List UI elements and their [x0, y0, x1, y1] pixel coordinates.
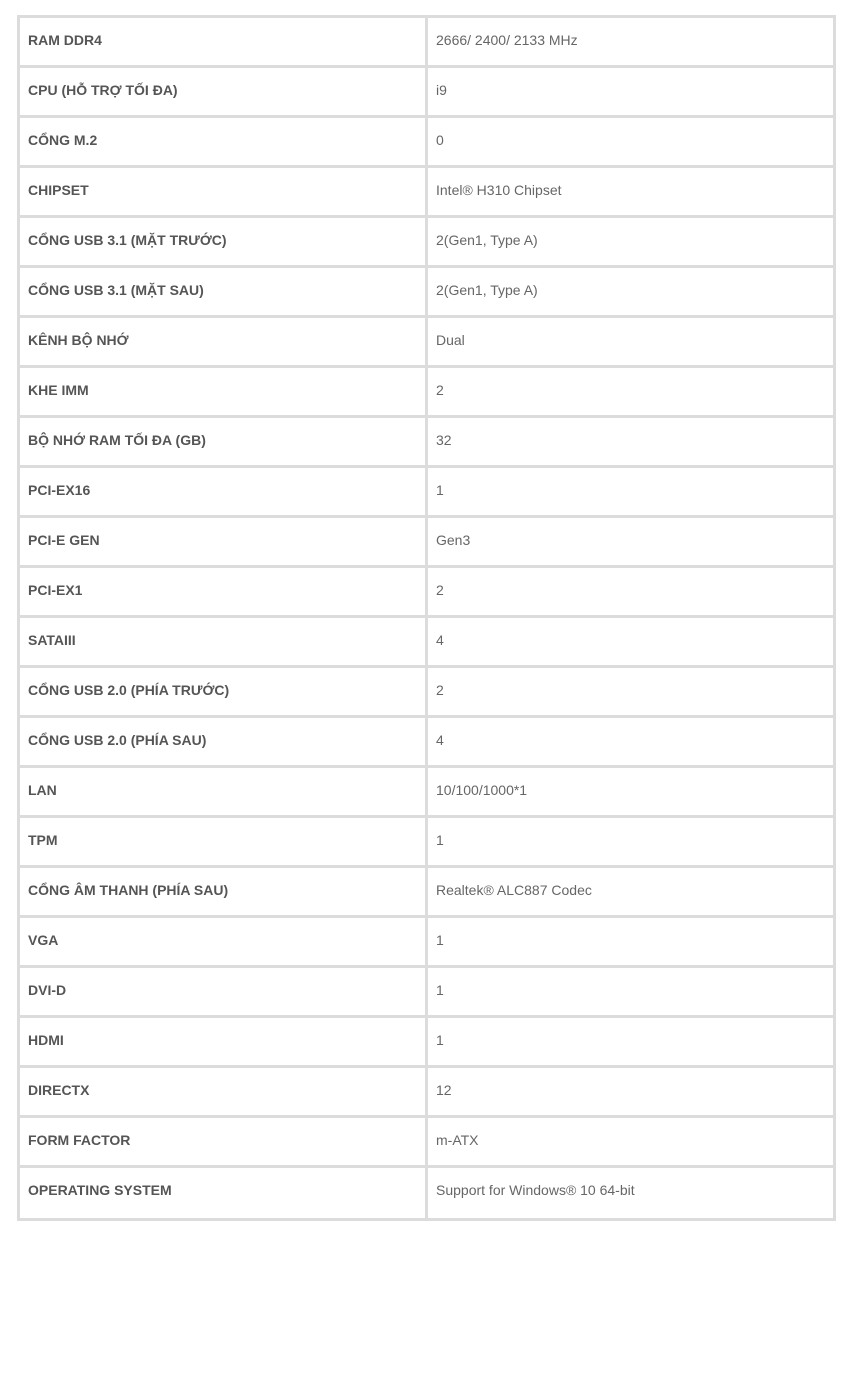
spec-label: PCI-E GEN: [28, 532, 100, 548]
spec-value: i9: [436, 82, 447, 98]
spec-label: OPERATING SYSTEM: [28, 1182, 172, 1198]
table-row: [20, 568, 833, 618]
spec-value: Support for Windows® 10 64-bit: [436, 1182, 635, 1198]
spec-value: 4: [436, 632, 444, 648]
table-row: [20, 618, 833, 668]
spec-label-cell: [20, 418, 428, 468]
spec-value: 0: [436, 132, 444, 148]
spec-label: VGA: [28, 932, 59, 948]
spec-label: FORM FACTOR: [28, 1132, 131, 1148]
table-row: [20, 518, 833, 568]
spec-label-cell: [20, 618, 428, 668]
spec-label: TPM: [28, 832, 58, 848]
table-row: [20, 218, 833, 268]
spec-value-cell: [428, 918, 833, 968]
table-row: [20, 1118, 833, 1168]
spec-value: 2: [436, 682, 444, 698]
spec-value-cell: [428, 618, 833, 668]
spec-label-cell: [20, 718, 428, 768]
spec-label: CỔNG USB 2.0 (PHÍA TRƯỚC): [28, 682, 230, 698]
spec-value: Dual: [436, 332, 465, 348]
spec-label-cell: [20, 318, 428, 368]
spec-label: KÊNH BỘ NHỚ: [28, 332, 129, 348]
table-row: [20, 768, 833, 818]
spec-value: 12: [436, 1082, 452, 1098]
spec-label: BỘ NHỚ RAM TỐI ĐA (GB): [28, 432, 206, 448]
spec-label-cell: [20, 818, 428, 868]
spec-label-cell: [20, 18, 428, 68]
table-row: [20, 918, 833, 968]
table-row: [20, 318, 833, 368]
spec-value: 1: [436, 832, 444, 848]
spec-value: Intel® H310 Chipset: [436, 182, 562, 198]
spec-value: 2(Gen1, Type A): [436, 282, 538, 298]
spec-label-cell: [20, 868, 428, 918]
table-row: [20, 1018, 833, 1068]
spec-label-cell: [20, 918, 428, 968]
spec-value: Realtek® ALC887 Codec: [436, 882, 592, 898]
table-row: [20, 168, 833, 218]
spec-value-cell: [428, 418, 833, 468]
spec-value: 2: [436, 582, 444, 598]
spec-label-cell: [20, 1068, 428, 1118]
spec-value-cell: [428, 68, 833, 118]
spec-label-cell: [20, 68, 428, 118]
spec-value-cell: [428, 518, 833, 568]
spec-label-cell: [20, 468, 428, 518]
spec-label-cell: [20, 1168, 428, 1218]
table-row: [20, 668, 833, 718]
spec-value: m-ATX: [436, 1132, 479, 1148]
table-row: [20, 268, 833, 318]
spec-label: LAN: [28, 782, 57, 798]
spec-value-cell: [428, 368, 833, 418]
spec-label: RAM DDR4: [28, 32, 102, 48]
spec-value: 2(Gen1, Type A): [436, 232, 538, 248]
spec-value-cell: [428, 668, 833, 718]
spec-value-cell: [428, 1168, 833, 1218]
spec-value-cell: [428, 718, 833, 768]
spec-label-cell: [20, 768, 428, 818]
spec-label: CỔNG USB 3.1 (MẶT TRƯỚC): [28, 232, 227, 248]
spec-table: [17, 15, 836, 1221]
spec-label-cell: [20, 218, 428, 268]
table-row: [20, 718, 833, 768]
spec-value-cell: [428, 1018, 833, 1068]
spec-label: CHIPSET: [28, 182, 89, 198]
spec-label: KHE IMM: [28, 382, 89, 398]
spec-label: CỔNG USB 3.1 (MẶT SAU): [28, 282, 204, 298]
spec-value: 1: [436, 982, 444, 998]
spec-label-cell: [20, 168, 428, 218]
spec-label-cell: [20, 518, 428, 568]
spec-value: Gen3: [436, 532, 471, 548]
spec-value-cell: [428, 968, 833, 1018]
spec-label-cell: [20, 368, 428, 418]
spec-label: HDMI: [28, 1032, 64, 1048]
spec-label: CPU (HỖ TRỢ TỐI ĐA): [28, 82, 178, 98]
spec-label-cell: [20, 1018, 428, 1068]
table-row: [20, 118, 833, 168]
spec-value: 2: [436, 382, 444, 398]
spec-label-cell: [20, 568, 428, 618]
spec-label-cell: [20, 668, 428, 718]
spec-value: 1: [436, 482, 444, 498]
spec-label-cell: [20, 1118, 428, 1168]
spec-value: 10/100/1000*1: [436, 782, 528, 798]
spec-label-cell: [20, 268, 428, 318]
spec-value-cell: [428, 268, 833, 318]
spec-value: 4: [436, 732, 444, 748]
spec-label-cell: [20, 118, 428, 168]
spec-value-cell: [428, 318, 833, 368]
table-row: [20, 1068, 833, 1118]
table-row: [20, 368, 833, 418]
spec-label: PCI-EX1: [28, 582, 83, 598]
spec-label: DIRECTX: [28, 1082, 90, 1098]
spec-label: PCI-EX16: [28, 482, 91, 498]
table-row: [20, 418, 833, 468]
spec-label: CỔNG M.2: [28, 132, 98, 148]
table-row: [20, 868, 833, 918]
spec-table-body: [20, 18, 833, 1218]
table-row: [20, 468, 833, 518]
spec-value: 32: [436, 432, 452, 448]
spec-label-cell: [20, 968, 428, 1018]
spec-label: SATAIII: [28, 632, 76, 648]
spec-value-cell: [428, 468, 833, 518]
spec-value-cell: [428, 568, 833, 618]
table-row: [20, 1168, 833, 1218]
spec-value: 1: [436, 932, 444, 948]
table-row: [20, 818, 833, 868]
table-row: [20, 68, 833, 118]
spec-value: 1: [436, 1032, 444, 1048]
spec-value-cell: [428, 168, 833, 218]
spec-label: DVI-D: [28, 982, 67, 998]
spec-value-cell: [428, 1068, 833, 1118]
spec-value-cell: [428, 768, 833, 818]
spec-label: CỔNG ÂM THANH (PHÍA SAU): [28, 882, 229, 898]
table-row: [20, 968, 833, 1018]
table-row: [20, 18, 833, 68]
spec-value-cell: [428, 18, 833, 68]
spec-label: CỔNG USB 2.0 (PHÍA SAU): [28, 732, 207, 748]
spec-value-cell: [428, 118, 833, 168]
spec-value: 2666/ 2400/ 2133 MHz: [436, 32, 578, 48]
spec-value-cell: [428, 818, 833, 868]
spec-value-cell: [428, 1118, 833, 1168]
spec-value-cell: [428, 218, 833, 268]
spec-value-cell: [428, 868, 833, 918]
